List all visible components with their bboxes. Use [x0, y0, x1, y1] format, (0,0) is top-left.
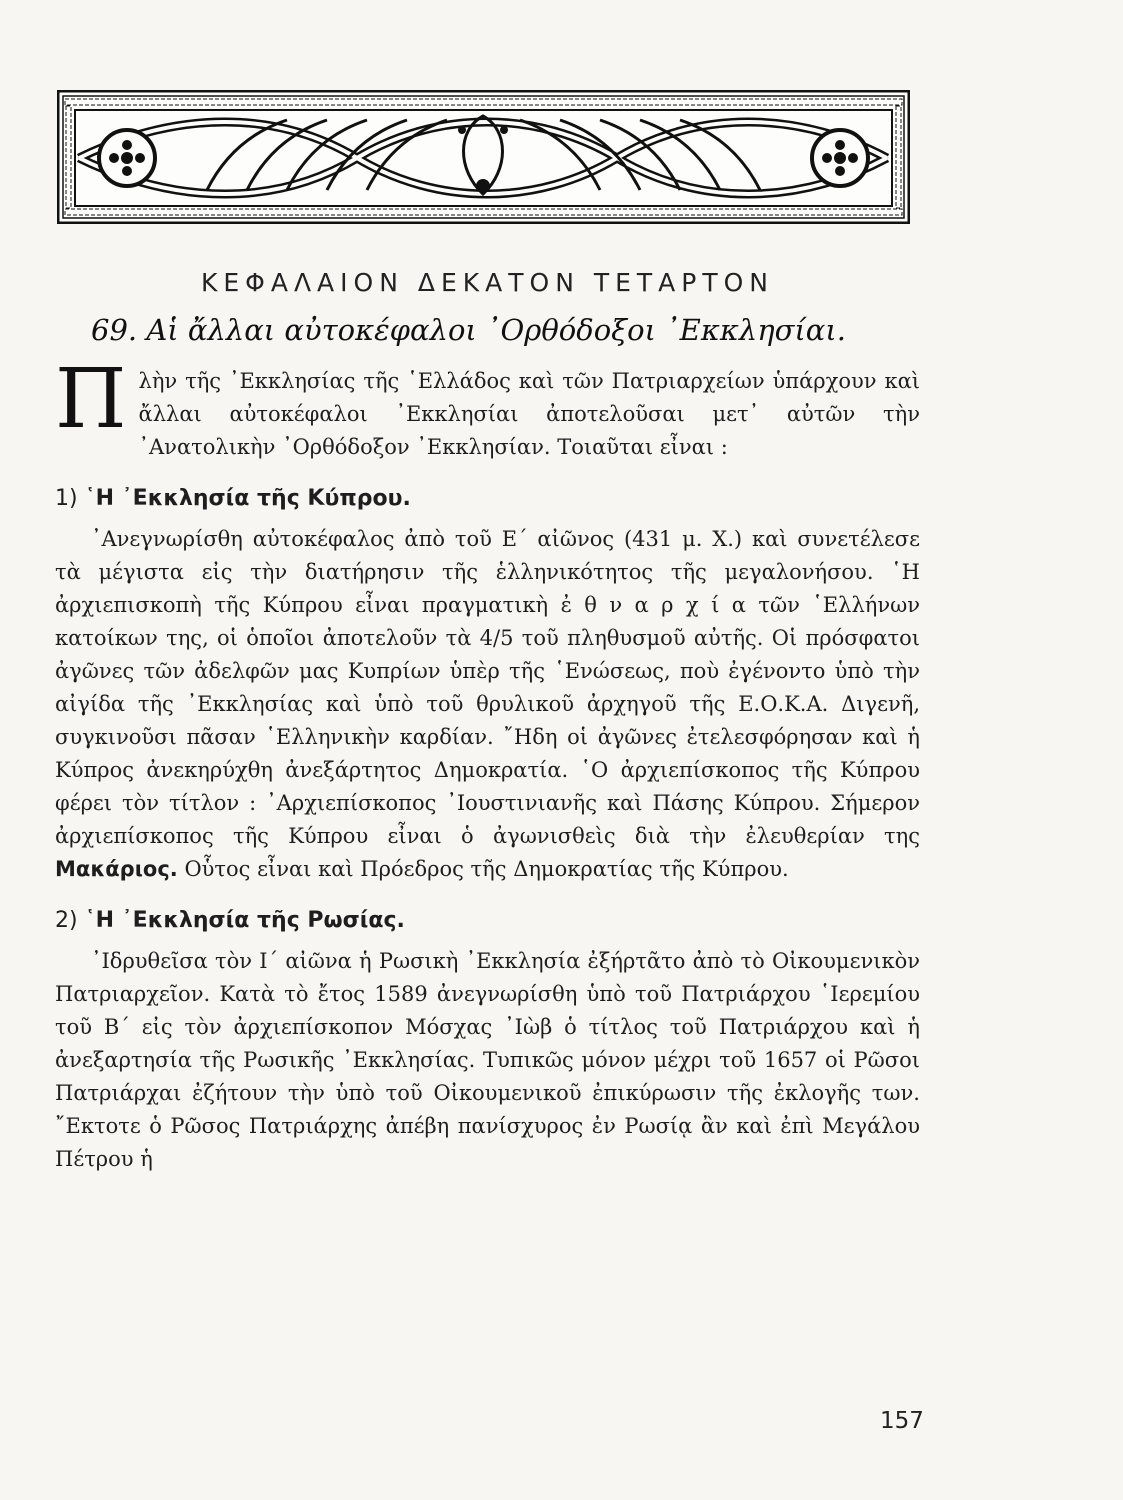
- intro-paragraph: [55, 352, 920, 464]
- section-number: 1): [55, 486, 78, 511]
- ornamental-header-band: [57, 90, 910, 224]
- paragraph-text-end: Οὗτος εἶναι καὶ Πρόεδρος τῆς Δημοκρατίας τῆς Κύπρου.: [184, 857, 789, 881]
- paragraph-text: ᾿Ανεγνωρίσθη αὐτοκέφαλος ἀπὸ τοῦ Ε΄ αἰῶνος (431 μ. Χ.) καὶ συνετέλεσε τὰ μέγιστα εἰς τὴν διατήρησιν τῆς ἑλληνικότητος τῆς μεγαλονήσου. ῾Η ἀρχιεπισκοπὴ τῆς Κύπρου εἶναι πραγματικὴ ἐ θ ν α ρ χ ί α τῶν ῾Ελλήνων κατοίκων της, οἱ ὁποῖοι ἀποτελοῦν τὰ 4/5 τοῦ πληθυσμοῦ αὐτῆς. Οἱ πρόσφατοι ἀγῶνες τῶν ἀδελφῶν μας Κυπρίων ὑπὲρ τῆς ῾Ενώσεως, ποὺ ἐγένοντο ὑπὸ τὴν αἰγίδα τῆς ᾿Εκκλησίας καὶ ὑπὸ τοῦ θρυλικοῦ ἀρχηγοῦ τῆς Ε.Ο.Κ.Α. Διγενῆ, συγκινοῦσι πᾶσαν ῾Ελληνικὴν καρδίαν. ῎Ηδη οἱ ἀγῶνες ἐτελεσφόρησαν καὶ ἡ Κύπρος ἀνεκηρύχθη ἀνεξάρτητος Δημοκρατία. ῾Ο ἀρχιεπίσκοπος τῆς Κύπρου φέρει τὸν τίτλον : ᾿Αρχιεπίσκοπος ᾿Ιουστινιανῆς καὶ Πάσης Κύπρου. Σήμερον ἀρχιεπίσκοπος τῆς Κύπρου εἶναι ὁ ἀγωνισθεὶς διὰ τὴν ἐλευθερίαν της: [55, 527, 920, 848]
- paragraph-text: ᾿Ιδρυθεῖσα τὸν Ι΄ αἰῶνα ἡ Ρωσικὴ ᾿Εκκλησία ἐξήρτᾶτο ἀπὸ τὸ Οἰκουμενικὸν Πατριαρχεῖον. Κατὰ τὸ ἔτος 1589 ἀνεγνωρίσθη ὑπὸ τοῦ Πατριάρχου ῾Ιερεμίου τοῦ Β΄ εἰς τὸν ἀρχιεπίσκοπον Μόσχας ᾿Ιὼβ ὁ τίτλος τοῦ Πατριάρχου καὶ ἡ ἀνεξαρτησία τῆς Ρωσικῆς ᾿Εκκλησίας. Τυπικῶς μόνον μέχρι τοῦ 1657 οἱ Ρῶσοι Πατριάρχαι ἐζήτουν τὴν ὑπὸ τοῦ Οἰκουμενικοῦ ἐπικύρωσιν τῆς ἐκλογῆς των. ῎Εκτοτε ὁ Ρῶσος Πατριάρχης ἀπέβη πανίσχυρος ἐν Ρωσίᾳ ἂν καὶ ἐπὶ Μεγάλου Πέτρου ἡ: [55, 949, 920, 1171]
- section-heading-cyprus: [55, 482, 920, 515]
- body-text: [55, 352, 920, 1176]
- intro-text: λὴν τῆς ᾿Εκκλησίας τῆς ῾Ελλάδος καὶ τῶν Πατριαρχείων ὑπάρχουν καὶ ἄλλαι αὐτοκέφαλοι ᾿Εκκλησίαι ἀποτελοῦσαι μετ᾿ αὐτῶν τὴν ᾿Ανατολικὴν ᾿Ορθόδοξον ᾿Εκκλησίαν. Τοιαῦται εἶναι :: [138, 369, 920, 459]
- page-number: 157: [880, 1408, 924, 1434]
- chapter-title-text: Αἱ ἄλλαι αὐτοκέφαλοι ᾿Ορθόδοξοι ᾿Εκκλησίαι.: [146, 313, 846, 347]
- section-number: 2): [55, 908, 78, 933]
- paragraph-russia: [55, 945, 920, 1176]
- chapter-title: [91, 313, 920, 347]
- section-title: ῾Η ᾿Εκκλησία τῆς Κύπρου.: [84, 486, 411, 511]
- paragraph-cyprus: [55, 523, 920, 886]
- chapter-label: ΚΕΦΑΛΑΙΟΝ ΔΕΚΑΤΟΝ ΤΕΤΑΡΤΟΝ: [200, 268, 775, 297]
- bold-name-makarios: Μακάριος.: [55, 857, 178, 881]
- chapter-number: 69.: [91, 313, 138, 347]
- section-heading-russia: [55, 904, 920, 937]
- book-page: [55, 90, 920, 1176]
- drop-cap-letter: Π: [55, 352, 127, 447]
- section-title: ῾Η ᾿Εκκλησία τῆς Ρωσίας.: [84, 908, 405, 933]
